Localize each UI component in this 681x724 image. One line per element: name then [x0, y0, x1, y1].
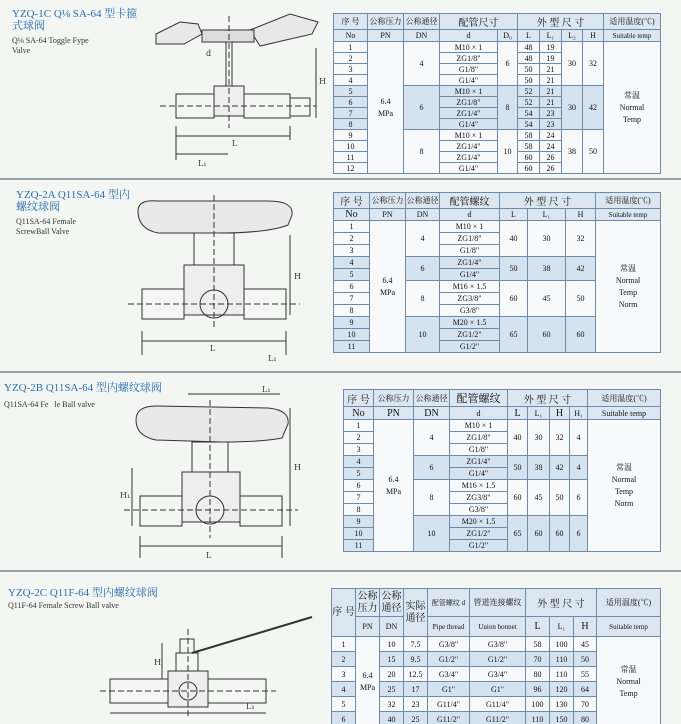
cell-l: 50: [500, 257, 528, 281]
header-dn: 公称 通径: [380, 589, 404, 617]
dim-h: H: [294, 463, 301, 472]
header-outline-size: 外 型 尺 寸: [508, 390, 588, 407]
cell-d: ZG1/8": [440, 97, 498, 108]
header-no: 序 号: [332, 589, 356, 637]
cell-union: G3/8": [470, 637, 526, 652]
cell-d: ZG1/4": [440, 108, 498, 119]
dim-l: L: [210, 344, 216, 353]
header-temp: 适用温度(℃): [604, 14, 661, 30]
cell-union: G11/2": [470, 712, 526, 724]
subheader: PN: [356, 617, 380, 637]
header-thread: 配管螺纹: [450, 390, 508, 407]
cell-d: M10 × 1: [440, 130, 498, 141]
dim-d: d: [206, 49, 212, 58]
cell-dn: 10: [380, 637, 404, 652]
cell-no: 8: [344, 504, 374, 516]
header-no: 序 号: [334, 193, 370, 209]
cell-l: 50: [518, 75, 540, 86]
cell-d: ZG1/4": [440, 152, 498, 163]
cell-no: 1: [334, 42, 368, 53]
spec-table-2: [333, 192, 661, 353]
cell-no: 4: [334, 257, 370, 269]
subheader: L₁: [540, 30, 562, 42]
subheader: Pipe thread: [428, 617, 470, 637]
cell-h: 60: [566, 317, 596, 353]
cell-d: G3/4": [428, 667, 470, 682]
cell-h: 42: [566, 257, 596, 281]
cell-d: G1": [428, 682, 470, 697]
cell-l1: 26: [540, 163, 562, 174]
cell-no: 3: [334, 245, 370, 257]
cell-h: 45: [574, 637, 597, 652]
dim-h: H: [154, 658, 161, 667]
cell-h: 32: [550, 420, 570, 456]
cell-no: 11: [334, 152, 368, 163]
divider: [0, 570, 681, 572]
subheader: PN: [370, 209, 406, 221]
cell-l: 48: [518, 53, 540, 64]
subheader: L₁: [528, 209, 566, 221]
cell-actual: 7.5: [404, 637, 428, 652]
cell-l1: 26: [540, 152, 562, 163]
cell-no: 2: [344, 432, 374, 444]
cell-dn: 8: [406, 281, 440, 317]
cell-l1: 60: [528, 317, 566, 353]
cell-l1: 19: [540, 42, 562, 53]
cell-d: M20 × 1.5: [450, 516, 508, 528]
header-pressure: 公称 压力: [356, 589, 380, 617]
cell-h: 60: [550, 516, 570, 552]
cell-h: 42: [583, 86, 604, 130]
spec-table-3: [343, 389, 661, 552]
cell-no: 2: [332, 652, 356, 667]
subheader: L₁: [550, 617, 574, 637]
cell-l: 60: [518, 163, 540, 174]
cell-l1: 38: [528, 456, 550, 480]
cell-d: M10 × 1: [450, 420, 508, 432]
cell-no: 2: [334, 53, 368, 64]
header-no: 序 号: [334, 14, 368, 30]
cell-no: 11: [344, 540, 374, 552]
section-yzq-2a: [0, 181, 681, 371]
subheader: DN: [404, 30, 440, 42]
cell-no: 6: [344, 480, 374, 492]
cell-l2: 38: [562, 130, 583, 174]
cell-pressure: 6.4 MPa: [370, 221, 406, 353]
cell-l: 110: [526, 712, 550, 724]
cell-no: 11: [334, 341, 370, 353]
cell-no: 7: [344, 492, 374, 504]
cell-pressure: 6.4 MPa: [356, 637, 380, 724]
header-thread: 配管螺纹: [440, 193, 500, 209]
cell-d: ZG3/8": [450, 492, 508, 504]
cell-d: G11/4": [428, 697, 470, 712]
header-thread: 配管螺纹 d: [428, 589, 470, 617]
cell-temp: 常温 Normal Temp: [597, 637, 661, 724]
cell-l2: 30: [562, 86, 583, 130]
cell-l: 65: [500, 317, 528, 353]
cell-h: 50: [550, 480, 570, 516]
cell-d: M20 × 1.5: [440, 317, 500, 329]
divider: [0, 371, 681, 373]
cell-l: 80: [526, 667, 550, 682]
cell-h: 42: [550, 456, 570, 480]
cell-d: ZG1/4": [450, 456, 508, 468]
cell-actual: 9.5: [404, 652, 428, 667]
cell-l: 58: [518, 141, 540, 152]
cell-pressure: 6.4 MPa: [368, 42, 404, 174]
cell-l: 58: [518, 130, 540, 141]
section-title: YZQ-1C Q⅛ SA-64 型卡箍 式球阀: [12, 8, 138, 32]
cell-h1: 4: [570, 420, 588, 456]
cell-d0: 8: [498, 86, 518, 130]
cell-l1: 130: [550, 697, 574, 712]
cell-h: 50: [583, 130, 604, 174]
cell-union: G3/4": [470, 667, 526, 682]
subheader: Suitable temp: [604, 30, 661, 42]
cell-l2: 30: [562, 42, 583, 86]
cell-l1: 120: [550, 682, 574, 697]
subheader: d: [450, 407, 508, 420]
valve-drawing-toggle: [140, 4, 330, 176]
spec-table-4: [331, 588, 661, 724]
header-union: 管道连接螺纹: [470, 589, 526, 617]
valve-drawing-lever: [96, 613, 316, 723]
cell-d: G1/8": [440, 245, 500, 257]
cell-d: G1/8": [450, 444, 508, 456]
cell-union: G11/4": [470, 697, 526, 712]
subheader: L: [518, 30, 540, 42]
cell-d: ZG1/8": [450, 432, 508, 444]
subheader: H: [574, 617, 597, 637]
cell-l1: 45: [528, 281, 566, 317]
cell-d: M10 × 1: [440, 86, 498, 97]
section-subtitle: Q11F-64 Female Screw Ball valve: [8, 601, 119, 610]
cell-l1: 100: [550, 637, 574, 652]
subheader: No: [334, 30, 368, 42]
cell-l: 65: [508, 516, 528, 552]
cell-l: 54: [518, 119, 540, 130]
cell-d: G1/4": [450, 468, 508, 480]
subheader: L: [508, 407, 528, 420]
cell-no: 7: [334, 293, 370, 305]
cell-l1: 45: [528, 480, 550, 516]
cell-l1: 38: [528, 257, 566, 281]
cell-d: ZG3/8": [440, 293, 500, 305]
dim-h: H: [319, 77, 326, 86]
header-dn: 公称通径: [406, 193, 440, 209]
cell-no: 5: [334, 86, 368, 97]
header-actual-bore: 实际 通径: [404, 589, 428, 637]
cell-l: 50: [518, 64, 540, 75]
cell-l: 96: [526, 682, 550, 697]
subheader: PN: [368, 30, 404, 42]
cell-no: 3: [334, 64, 368, 75]
cell-l1: 23: [540, 108, 562, 119]
cell-h: 32: [583, 42, 604, 86]
subheader: Suitable temp: [596, 209, 661, 221]
cell-no: 6: [332, 712, 356, 724]
cell-l: 40: [508, 420, 528, 456]
cell-d: G1/4": [440, 163, 498, 174]
dim-l1: L₁: [198, 159, 207, 168]
header-temp: 适用温度(℃): [597, 589, 661, 617]
cell-l1: 110: [550, 652, 574, 667]
cell-l1: 23: [540, 119, 562, 130]
cell-union: G1/2": [470, 652, 526, 667]
header-outline-size: 外 型 尺 寸: [518, 14, 604, 30]
subheader: DN: [414, 407, 450, 420]
subheader: Suitable temp: [597, 617, 661, 637]
section-subtitle: Q11SA-64 Female ScrewBall Valve: [16, 217, 76, 236]
cell-d: G3/8": [450, 504, 508, 516]
header-pressure: 公称压力: [374, 390, 414, 407]
cell-d: ZG1/4": [440, 257, 500, 269]
cell-l: 100: [526, 697, 550, 712]
section-subtitle: Q11SA-64 Fe le Ball valve: [4, 400, 95, 409]
cell-l: 60: [518, 152, 540, 163]
cell-d: ZG1/2": [450, 528, 508, 540]
cell-h1: 6: [570, 516, 588, 552]
cell-dn: 40: [380, 712, 404, 724]
cell-no: 5: [344, 468, 374, 480]
cell-l1: 60: [528, 516, 550, 552]
subheader: No: [334, 209, 370, 221]
cell-no: 1: [334, 221, 370, 233]
header-pressure: 公称压力: [368, 14, 404, 30]
cell-l: 60: [508, 480, 528, 516]
cell-l: 58: [526, 637, 550, 652]
cell-d: M16 × 1.5: [450, 480, 508, 492]
header-pipe-size: 配管尺寸: [440, 14, 518, 30]
subheader: H₁: [570, 407, 588, 420]
subheader: PN: [374, 407, 414, 420]
cell-no: 6: [334, 281, 370, 293]
subheader: Suitable temp: [588, 407, 661, 420]
dim-l: L: [206, 551, 212, 560]
subheader: L₁: [528, 407, 550, 420]
dim-h: H: [294, 272, 301, 281]
cell-temp: 常温 Normal Temp Norm: [588, 420, 661, 552]
section-title: YZQ-2C Q11F-64 型内螺纹球阀: [8, 587, 158, 599]
cell-d: M10 × 1: [440, 42, 498, 53]
cell-no: 4: [344, 456, 374, 468]
subheader: DN: [380, 617, 404, 637]
cell-l1: 24: [540, 141, 562, 152]
cell-pressure: 6.4 MPa: [374, 420, 414, 552]
cell-no: 1: [344, 420, 374, 432]
cell-d: ZG1/8": [440, 233, 500, 245]
cell-temp: 常温 Normal Temp: [604, 42, 661, 174]
cell-dn: 25: [380, 682, 404, 697]
cell-h: 70: [574, 697, 597, 712]
cell-l1: 110: [550, 667, 574, 682]
subheader: d: [440, 209, 500, 221]
cell-no: 4: [334, 75, 368, 86]
header-temp: 适用温度(℃): [588, 390, 661, 407]
subheader: H: [566, 209, 596, 221]
section-subtitle: Q⅛ SA-64 Toggle Fype Valve: [12, 36, 89, 55]
cell-no: 7: [334, 108, 368, 119]
spec-table-1: [333, 13, 661, 174]
cell-l1: 21: [540, 64, 562, 75]
cell-d: G1/2": [428, 652, 470, 667]
cell-d: G1/8": [440, 64, 498, 75]
cell-no: 3: [344, 444, 374, 456]
header-outline-size: 外 型 尺 寸: [500, 193, 596, 209]
cell-actual: 12.5: [404, 667, 428, 682]
cell-h: 64: [574, 682, 597, 697]
cell-actual: 25: [404, 712, 428, 724]
subheader: H: [583, 30, 604, 42]
cell-no: 9: [334, 317, 370, 329]
section-yzq-2c: [0, 573, 681, 724]
cell-d: M10 × 1: [440, 221, 500, 233]
cell-l1: 21: [540, 86, 562, 97]
cell-dn: 8: [414, 480, 450, 516]
cell-dn: 6: [406, 257, 440, 281]
cell-d: G1/4": [440, 269, 500, 281]
cell-dn: 32: [380, 697, 404, 712]
header-pressure: 公称压力: [370, 193, 406, 209]
cell-actual: 23: [404, 697, 428, 712]
cell-l: 52: [518, 86, 540, 97]
cell-no: 12: [334, 163, 368, 174]
cell-d: G3/8": [428, 637, 470, 652]
section-title: YZQ-2A Q11SA-64 型内 螺纹球阀: [16, 189, 130, 213]
cell-actual: 17: [404, 682, 428, 697]
cell-no: 8: [334, 119, 368, 130]
dim-l1: L₁: [262, 385, 271, 394]
cell-d: ZG1/2": [440, 329, 500, 341]
section-yzq-2b: [0, 374, 681, 570]
cell-no: 5: [334, 269, 370, 281]
cell-l1: 30: [528, 221, 566, 257]
cell-l: 48: [518, 42, 540, 53]
cell-d: ZG1/4": [440, 141, 498, 152]
cell-no: 3: [332, 667, 356, 682]
valve-drawing-ball: [112, 380, 312, 566]
cell-d0: 6: [498, 42, 518, 86]
cell-union: G1": [470, 682, 526, 697]
cell-no: 4: [332, 682, 356, 697]
cell-no: 10: [344, 528, 374, 540]
cell-l1: 24: [540, 130, 562, 141]
cell-l: 52: [518, 97, 540, 108]
subheader: H: [550, 407, 570, 420]
cell-no: 9: [344, 516, 374, 528]
cell-l1: 21: [540, 97, 562, 108]
cell-dn: 4: [404, 42, 440, 86]
header-temp: 适用温度(℃): [596, 193, 661, 209]
cell-no: 9: [334, 130, 368, 141]
cell-d: G1/2": [450, 540, 508, 552]
cell-l: 54: [518, 108, 540, 119]
header-no: 序 号: [344, 390, 374, 407]
dim-h1: H₁: [120, 491, 131, 500]
cell-no: 8: [334, 305, 370, 317]
cell-d: G1/4": [440, 119, 498, 130]
cell-l: 60: [500, 281, 528, 317]
cell-dn: 15: [380, 652, 404, 667]
cell-dn: 4: [406, 221, 440, 257]
section-title: YZQ-2B Q11SA-64 型内螺纹球阀: [4, 382, 162, 394]
cell-dn: 10: [406, 317, 440, 353]
cell-h: 32: [566, 221, 596, 257]
header-dn: 公称通径: [414, 390, 450, 407]
cell-d: G1/4": [440, 75, 498, 86]
cell-dn: 4: [414, 420, 450, 456]
cell-d: M16 × 1.5: [440, 281, 500, 293]
cell-no: 2: [334, 233, 370, 245]
cell-l: 70: [526, 652, 550, 667]
header-outline-size: 外 型 尺 寸: [526, 589, 597, 617]
cell-d: G1/2": [440, 341, 500, 353]
section-yzq-1c: [0, 0, 681, 178]
cell-temp: 常温 Normal Temp Norm: [596, 221, 661, 353]
cell-no: 6: [334, 97, 368, 108]
cell-l: 40: [500, 221, 528, 257]
cell-dn: 20: [380, 667, 404, 682]
valve-drawing-female: [118, 189, 314, 365]
dim-l: L: [232, 139, 238, 148]
cell-d: G3/8": [440, 305, 500, 317]
divider: [0, 178, 681, 180]
subheader: D₀: [498, 30, 518, 42]
cell-l1: 30: [528, 420, 550, 456]
subheader: DN: [406, 209, 440, 221]
cell-dn: 8: [404, 130, 440, 174]
cell-l1: 150: [550, 712, 574, 724]
dim-l1: L₁: [246, 702, 255, 711]
cell-no: 1: [332, 637, 356, 652]
subheader: L: [526, 617, 550, 637]
cell-no: 5: [332, 697, 356, 712]
cell-h: 50: [574, 652, 597, 667]
cell-d: G11/2": [428, 712, 470, 724]
cell-h: 80: [574, 712, 597, 724]
subheader: L₂: [562, 30, 583, 42]
dim-l1: L₁: [268, 354, 277, 363]
cell-h1: 6: [570, 480, 588, 516]
cell-h: 55: [574, 667, 597, 682]
cell-no: 10: [334, 141, 368, 152]
cell-dn: 10: [414, 516, 450, 552]
cell-d: ZG1/8": [440, 53, 498, 64]
cell-l: 50: [508, 456, 528, 480]
cell-no: 10: [334, 329, 370, 341]
cell-h1: 4: [570, 456, 588, 480]
subheader: No: [344, 407, 374, 420]
cell-h: 50: [566, 281, 596, 317]
header-dn: 公称通径: [404, 14, 440, 30]
cell-d0: 10: [498, 130, 518, 174]
cell-l1: 19: [540, 53, 562, 64]
cell-l1: 21: [540, 75, 562, 86]
cell-dn: 6: [404, 86, 440, 130]
subheader: Union bonnet: [470, 617, 526, 637]
cell-dn: 6: [414, 456, 450, 480]
subheader: d: [440, 30, 498, 42]
subheader: L: [500, 209, 528, 221]
